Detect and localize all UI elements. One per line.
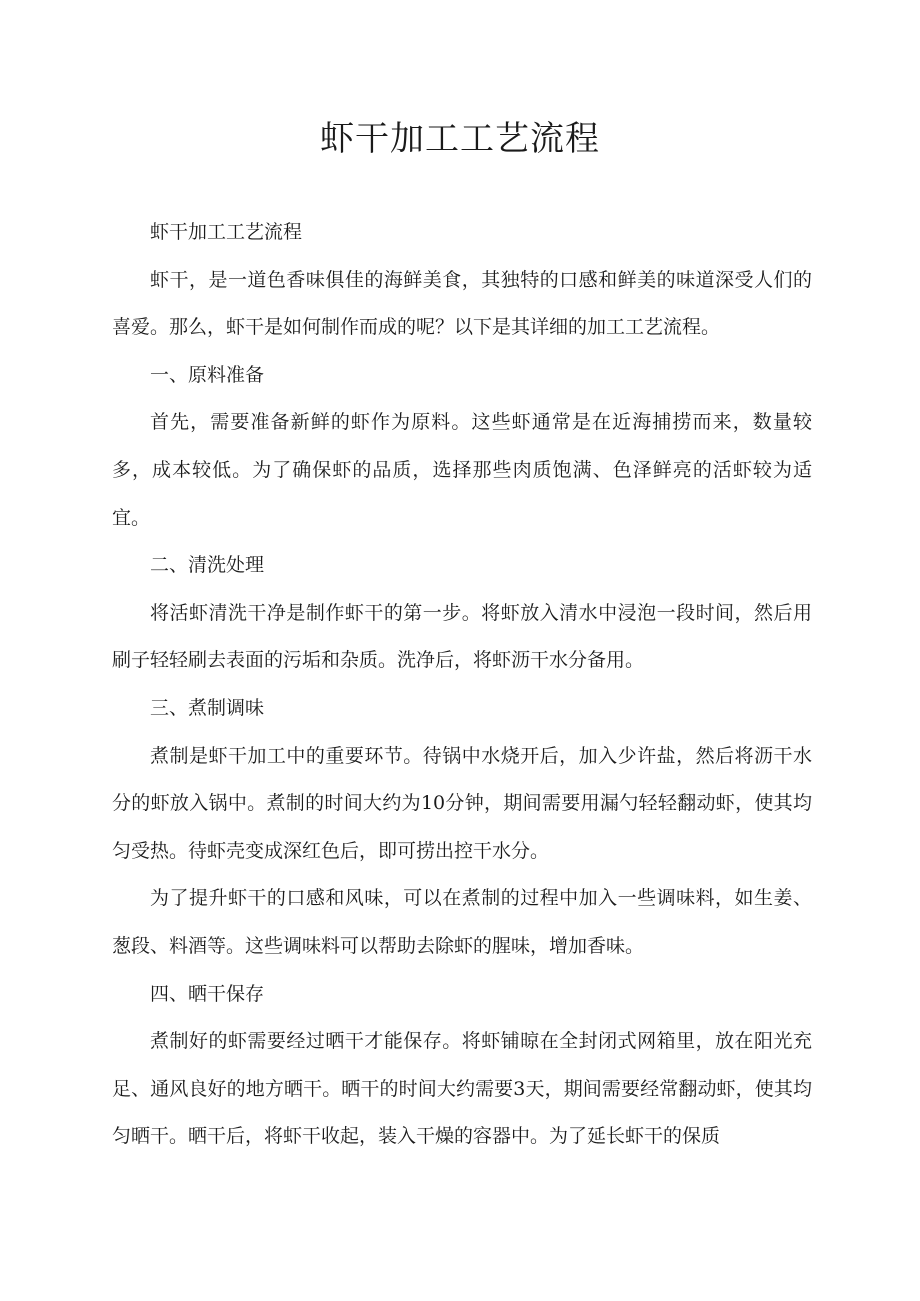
section-heading-drying: 四、晒干保存 [150,982,265,1005]
seasoning-paragraph: 为了提升虾干的口感和风味，可以在煮制的过程中加入一些调味料，如生姜、葱段、料酒等。这些调味料可以帮助去除虾的腥味，增加香味。 [112,887,812,957]
drying-paragraph: 煮制好的虾需要经过晒干才能保存。将虾铺晾在全封闭式网箱里，放在阳光充足、通风良好的地方晒干。晒干的时间大约需要3天，期间需要经常翻动虾，使其均匀晒干。晒干后，将虾干收起，装入干燥的容器中。为了延长虾干的保质 [112,1030,812,1148]
intro-paragraph: 虾干，是一道色香味俱佳的海鲜美食，其独特的口感和鲜美的味道深受人们的喜爱。那么，虾干是如何制作而成的呢？以下是其详细的加工工艺流程。 [112,268,812,339]
section-heading-cleaning: 二、清洗处理 [150,554,265,577]
subtitle-paragraph: 虾干加工工艺流程 [150,221,303,243]
document-title: 虾干加工工艺流程 [320,119,600,159]
cleaning-paragraph: 将活虾清洗干净是制作虾干的第一步。将虾放入清水中浸泡一段时间，然后用刷子轻轻刷去表面的污垢和杂质。洗净后，将虾沥干水分备用。 [112,601,812,672]
section-heading-cooking: 三、煮制调味 [150,696,265,719]
section-heading-raw-materials: 一、原料准备 [150,363,265,386]
cooking-paragraph: 煮制是虾干加工中的重要环节。待锅中水烧开后，加入少许盐，然后将沥干水分的虾放入锅中。煮制的时间大约为10分钟，期间需要用漏勺轻轻翻动虾，使其均匀受热。待虾壳变成深红色后，即可捞出控干水分。 [112,744,812,862]
document-body [112,209,812,1161]
raw-materials-paragraph: 首先，需要准备新鲜的虾作为原料。这些虾通常是在近海捕捞而来，数量较多，成本较低。为了确保虾的品质，选择那些肉质饱满、色泽鲜亮的活虾较为适宜。 [112,411,812,529]
